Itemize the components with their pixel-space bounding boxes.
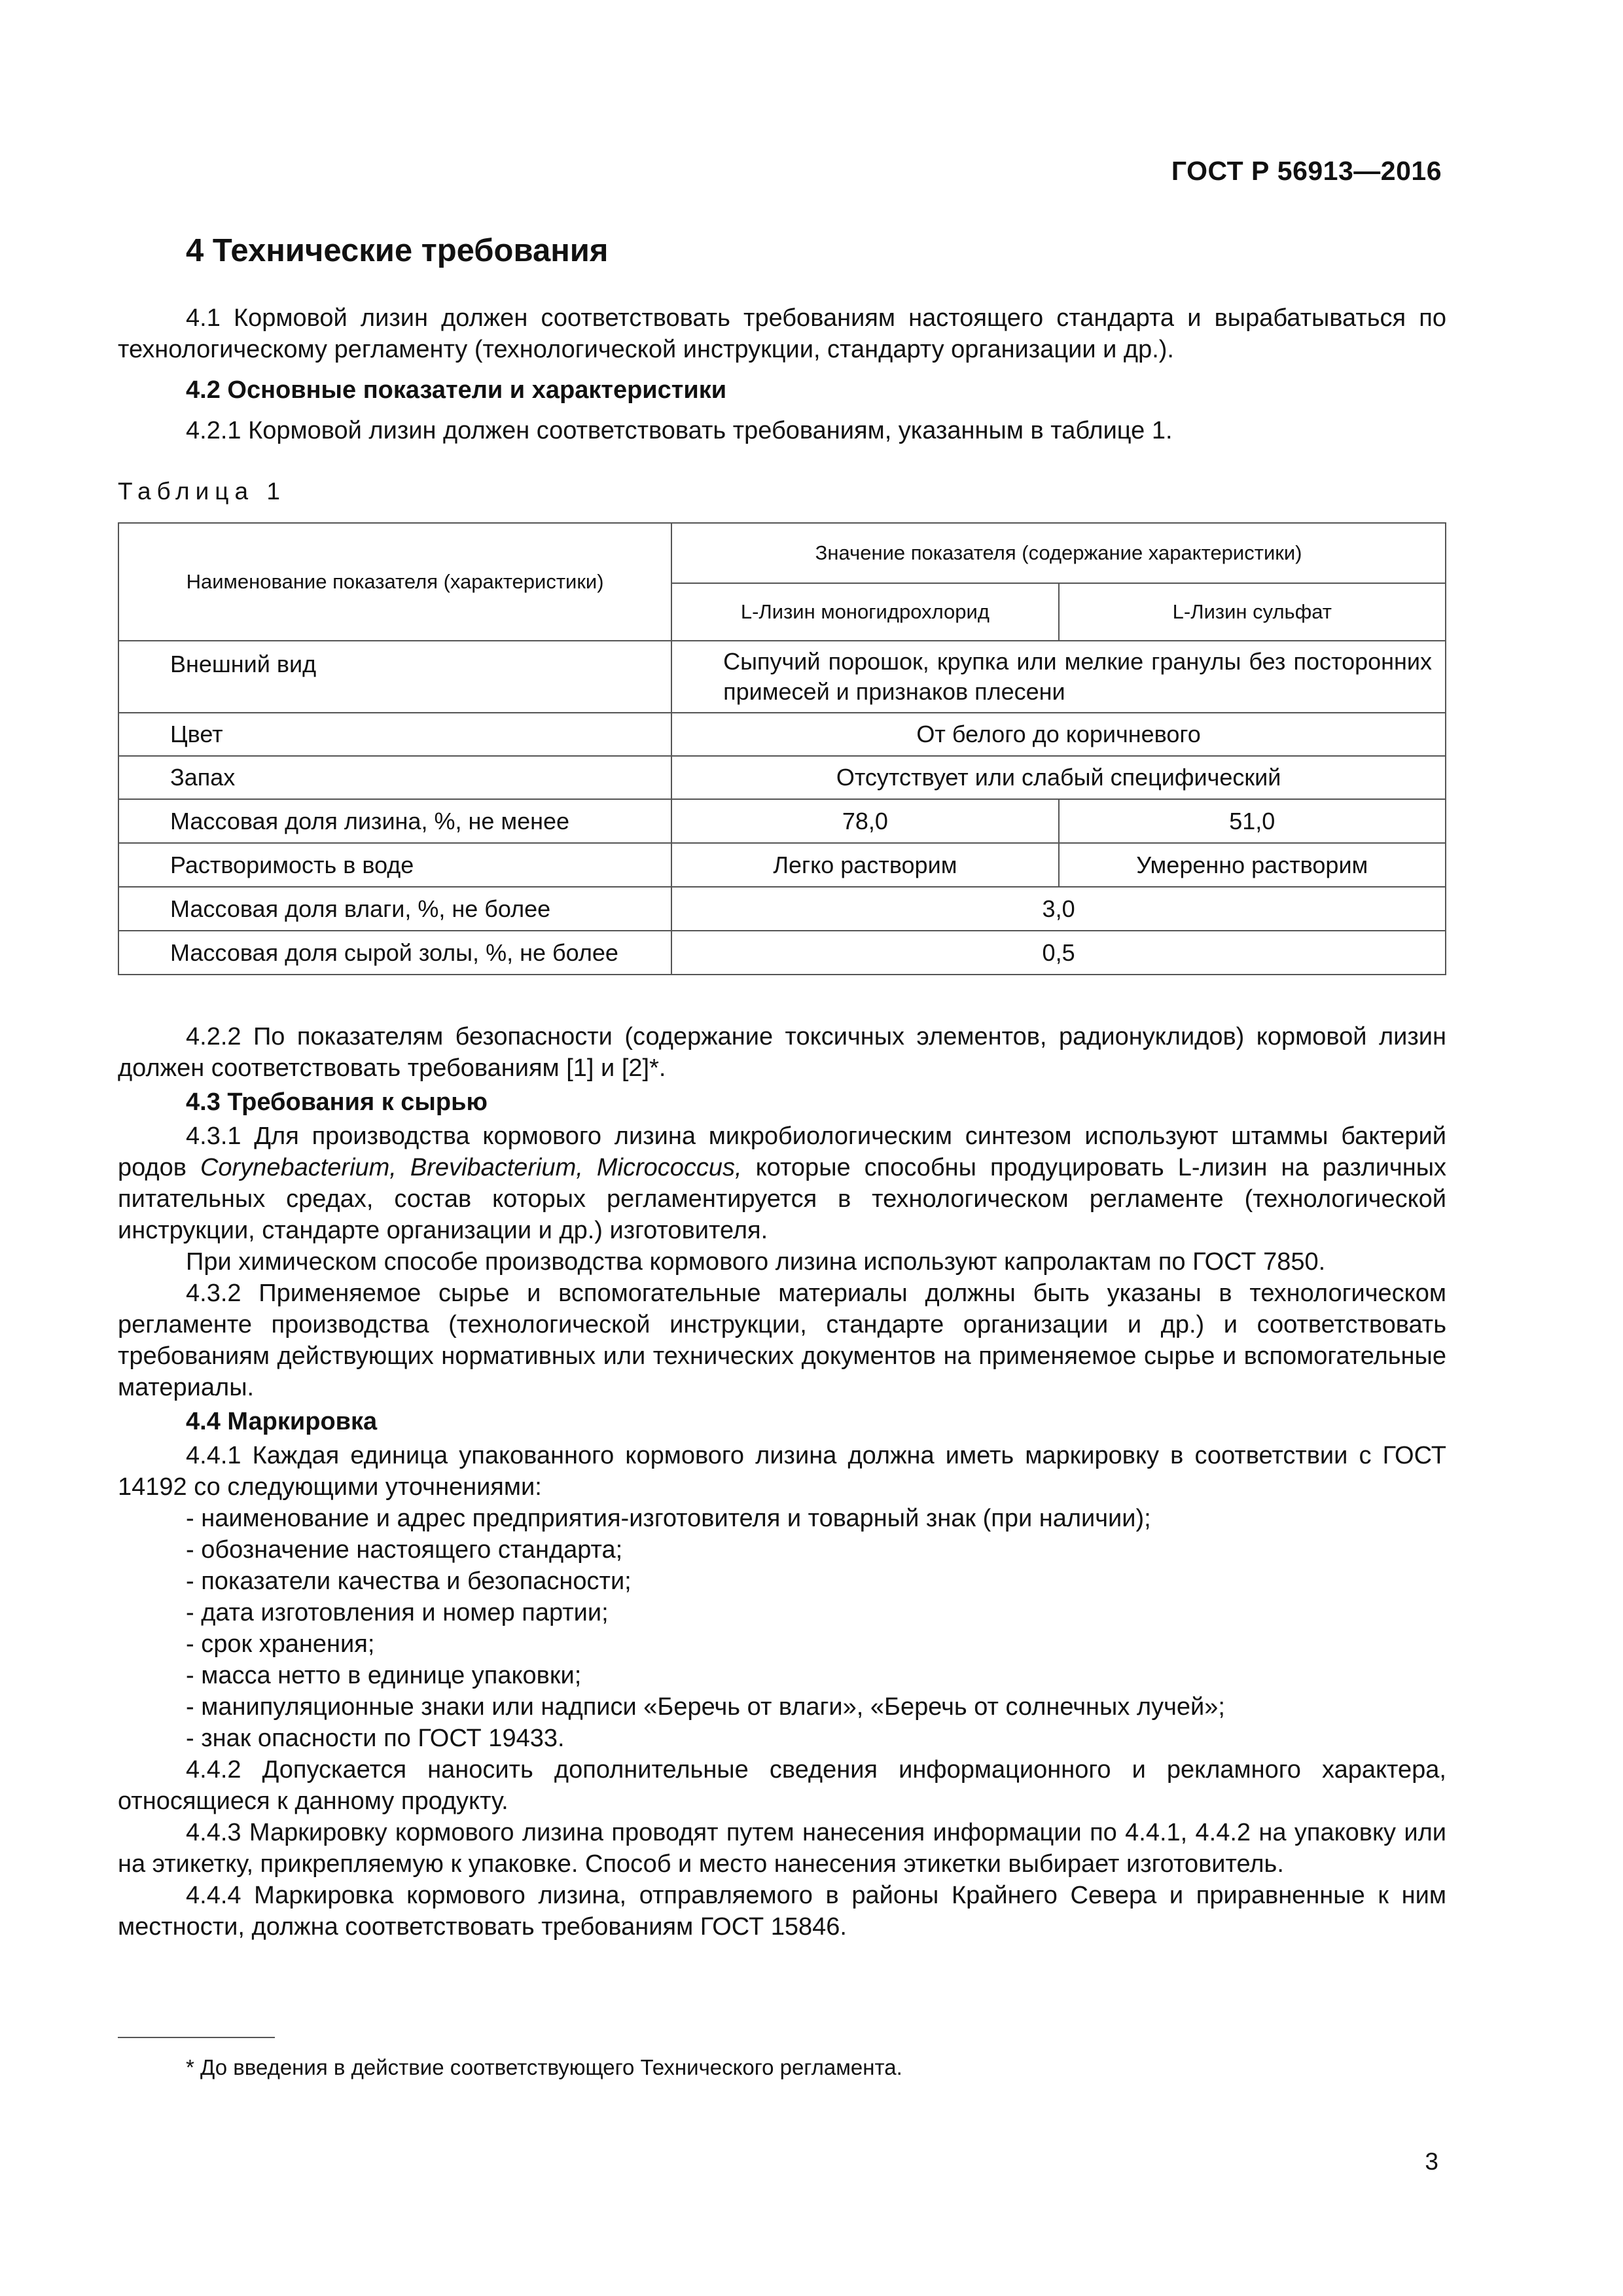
table-row — [118, 887, 1446, 931]
paragraph-4-3-2: 4.3.2 Применяемое сырье и вспомогательные материалы должны быть указаны в технологическом регламенте производства (технологической инструкции, стандарте организации и др.) и соответствовать требованиям действующих нормативных или технических документов на применяемое сырье и вспомогательные материалы. — [118, 1280, 1446, 1401]
list-item: - знак опасности по ГОСТ 19433. — [186, 1725, 565, 1752]
footnote: * До введения в действие соответствующего Технического регламента. — [186, 2055, 902, 2079]
heading-4-2: 4.2 Основные показатели и характеристики — [186, 376, 727, 404]
paragraph-4-4-2: 4.4.2 Допускается наносить дополнительные сведения информационного и рекламного характера, относящиеся к данному продукту. — [118, 1756, 1446, 1815]
row-value: 3,0 — [671, 887, 1446, 931]
row-name: Массовая доля сырой золы, %, не более — [118, 931, 671, 975]
table-row — [118, 799, 1446, 843]
list-item: - манипуляционные знаки или надписи «Беречь от влаги», «Беречь от солнечных лучей»; — [186, 1693, 1225, 1721]
section-title: 4 Технические требования — [186, 233, 609, 268]
marking-list — [118, 1503, 1446, 1754]
table-row — [118, 931, 1446, 975]
heading-4-3: 4.3 Требования к сырью — [186, 1088, 488, 1116]
requirements-table — [118, 522, 1446, 975]
table-row — [118, 843, 1446, 887]
row-name: Растворимость в воде — [118, 843, 671, 887]
paragraph-4-2-2: 4.2.2 По показателям безопасности (содержание токсичных элементов, радионуклидов) кормовой лизин должен соответствовать требованиям [1] и [2]*. — [118, 1023, 1446, 1082]
header-indicator-name: Наименование показателя (характеристики) — [118, 523, 671, 641]
row-value: Отсутствует или слабый специфический — [671, 756, 1446, 799]
table-header-row — [118, 523, 1446, 583]
list-item: - наименование и адрес предприятия-изготовителя и товарный знак (при наличии); — [186, 1505, 1151, 1532]
paragraph-4-4-4: 4.4.4 Маркировка кормового лизина, отправляемого в районы Крайнего Севера и приравненные к ним местности, должна соответствовать требованиям ГОСТ 15846. — [118, 1882, 1446, 1941]
row-value: 0,5 — [671, 931, 1446, 975]
list-item: - показатели качества и безопасности; — [186, 1568, 632, 1595]
header-lysine-monohydrochloride: L-Лизин моногидрохлорид — [671, 583, 1058, 641]
standard-header: ГОСТ Р 56913—2016 — [1171, 156, 1442, 186]
intro-block — [118, 302, 1446, 446]
paragraph-4-3-1-after: которые способны продуцировать L-лизин на различных питательных средах, состав которых регламентируется в технологическом регламенте (технологической инструкции, стандарте организации и др.) изготовителя. — [118, 1154, 1447, 1244]
row-name: Массовая доля влаги, %, не более — [118, 887, 671, 931]
row-value-col2: Умеренно растворим — [1059, 843, 1446, 887]
paragraph-4-4-3: 4.4.3 Маркировку кормового лизина проводят путем нанесения информации по 4.4.1, 4.4.2 на упаковку или на этикетку, прикрепляемую к упаковке. Способ и место нанесения этикетки выбирает изготовитель. — [118, 1819, 1446, 1878]
table-caption: Таблица 1 — [118, 478, 286, 505]
bacteria-genera: Corynebacterium, Brevibacterium, Micrococcus, — [200, 1154, 742, 1181]
paragraph-4-3-1-chemical: При химическом способе производства кормового лизина используют капролактам по ГОСТ 7850. — [186, 1248, 1326, 1276]
table-row — [118, 641, 1446, 713]
list-item: - масса нетто в единице упаковки; — [186, 1662, 582, 1689]
row-name: Запах — [118, 756, 671, 799]
heading-4-4: 4.4 Маркировка — [186, 1408, 378, 1435]
body-block — [118, 1021, 1446, 1943]
page-number: 3 — [1425, 2148, 1438, 2175]
header-lysine-sulfate: L-Лизин сульфат — [1059, 583, 1446, 641]
paragraph-4-3-1-before: 4.3.1 Для производства кормового лизина микробиологическим синтезом используют штаммы бактерий родов — [118, 1122, 1446, 1181]
paragraph-4-3-1 — [118, 1121, 1446, 1246]
paragraph-4-4-1: 4.4.1 Каждая единица упакованного кормового лизина должна иметь маркировку в соответствии с ГОСТ 14192 со следующими уточнениями: — [118, 1442, 1446, 1501]
paragraph-4-2-1: 4.2.1 Кормовой лизин должен соответствовать требованиям, указанным в таблице 1. — [186, 417, 1173, 444]
list-item: - срок хранения; — [186, 1630, 375, 1658]
row-name: Массовая доля лизина, %, не менее — [118, 799, 671, 843]
table-row — [118, 713, 1446, 756]
list-item: - дата изготовления и номер партии; — [186, 1599, 609, 1626]
table-row — [118, 756, 1446, 799]
header-indicator-value: Значение показателя (содержание характеристики) — [671, 523, 1446, 583]
row-name: Внешний вид — [118, 641, 671, 713]
row-value: От белого до коричневого — [671, 713, 1446, 756]
row-value-col2: 51,0 — [1059, 799, 1446, 843]
row-value-col1: Легко растворим — [671, 843, 1058, 887]
list-item: - обозначение настоящего стандарта; — [186, 1536, 623, 1564]
row-value: Сыпучий порошок, крупка или мелкие гранулы без посторонних примесей и признаков плесени — [671, 641, 1446, 713]
paragraph-4-1: 4.1 Кормовой лизин должен соответствовать требованиям настоящего стандарта и вырабатываться по технологическому регламенту (технологической инструкции, стандарту организации и др.). — [118, 304, 1446, 363]
row-value-col1: 78,0 — [671, 799, 1058, 843]
row-name: Цвет — [118, 713, 671, 756]
footnote-divider — [118, 2037, 275, 2038]
